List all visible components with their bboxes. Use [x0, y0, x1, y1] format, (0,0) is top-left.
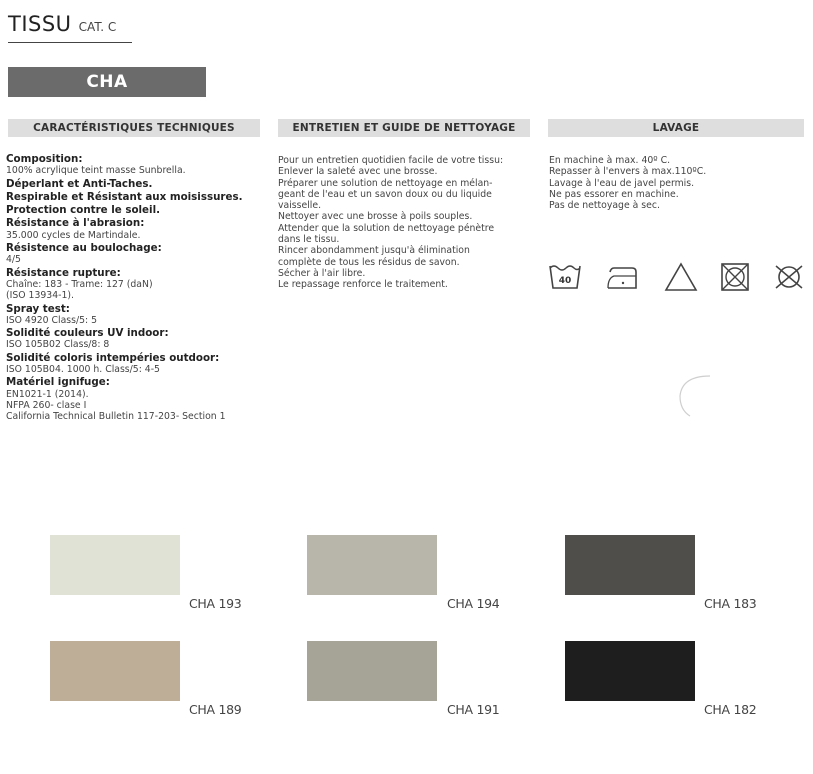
bleach-triangle-icon — [664, 262, 698, 292]
spec-item: Solidité couleurs UV indoor: ISO 105B02 Class/8: 8 — [6, 327, 169, 351]
no-dry-clean-icon — [772, 262, 806, 292]
swatch-cha-191 — [307, 641, 437, 701]
swatch-label: CHA 182 — [704, 702, 757, 717]
wash-instructions-text: En machine à max. 40º C. Repasser à l'envers à max.110ºC. Lavage à l'eau de javel permis. Ne pas essorer en machine. Pas de nettoyage à sec. — [549, 155, 707, 212]
spec-item: Solidité coloris intempéries outdoor: ISO 105B04. 1000 h. Class/5: 4-5 — [6, 351, 220, 376]
iron-icon — [605, 262, 639, 292]
section-header-wash: LAVAGE — [548, 119, 804, 137]
care-guide-text: Pour un entretien quotidien facile de votre tissu: Enlever la saleté avec une brosse. Préparer une solution de nettoyage en mélan- geant de l'eau et un savon doux ou du liquide vaisselle. Nettoyer avec une brosse à poils souples. Attender que la solution de nettoyage pénètre dans le tissu. Rincer abondamment jusqu'à élimination complète de tous les résidus de savon. Sécher à l'air libre. Le repassage renforce le traitement. — [278, 155, 504, 291]
swatch-fill — [307, 535, 437, 595]
wash-temperature-label: 40 — [558, 276, 572, 286]
swatch-cha-189 — [50, 641, 180, 701]
wash-40-icon — [548, 262, 582, 292]
swatch-fill — [50, 535, 180, 595]
technical-specs-list — [6, 152, 268, 423]
fabric-name-banner: CHA — [8, 67, 206, 97]
swatch-label: CHA 189 — [189, 702, 242, 717]
swatch-label: CHA 194 — [447, 596, 500, 611]
spec-item: Déperlant et Anti-Taches. — [6, 177, 153, 190]
no-tumble-dry-icon — [718, 262, 752, 292]
spec-item: Respirable et Résistant aux moisissures. — [6, 190, 243, 203]
category-text: CAT. C — [78, 20, 117, 34]
swatch-cha-193 — [50, 535, 180, 595]
spec-item: Composition: 100% acrylique teint masse Sunbrella. — [6, 153, 186, 177]
decorative-arc — [674, 372, 714, 418]
document-title — [8, 12, 132, 43]
swatch-label: CHA 191 — [447, 702, 500, 717]
spec-item: Spray test: ISO 4920 Class/5: 5 — [6, 302, 98, 326]
spec-item: Résistence au boulochage: 4/5 — [6, 242, 162, 266]
spec-item: Protection contre le soleil. — [6, 204, 161, 217]
swatch-fill — [307, 641, 437, 701]
swatch-label: CHA 183 — [704, 596, 757, 611]
swatch-cha-183 — [565, 535, 695, 595]
spec-item: Matériel ignifuge: EN1021-1 (2014). NFPA 260- clase I California Technical Bulletin 117-203- Section 1 — [6, 376, 226, 423]
swatch-label: CHA 193 — [189, 596, 242, 611]
swatch-fill — [565, 641, 695, 701]
swatch-cha-194 — [307, 535, 437, 595]
title-text: TISSU — [8, 12, 72, 36]
section-header-care: ENTRETIEN ET GUIDE DE NETTOYAGE — [278, 119, 530, 137]
section-header-technical: CARACTÉRISTIQUES TECHNIQUES — [8, 119, 260, 137]
spec-item: Résistance à l'abrasion: 35.000 cycles de Martindale. — [6, 217, 145, 241]
spec-item: Résistance rupture: Chaîne: 183 - Trame: 127 (daN) (ISO 13934-1). — [6, 266, 153, 302]
swatch-fill — [50, 641, 180, 701]
swatch-cha-182 — [565, 641, 695, 701]
swatch-fill — [565, 535, 695, 595]
